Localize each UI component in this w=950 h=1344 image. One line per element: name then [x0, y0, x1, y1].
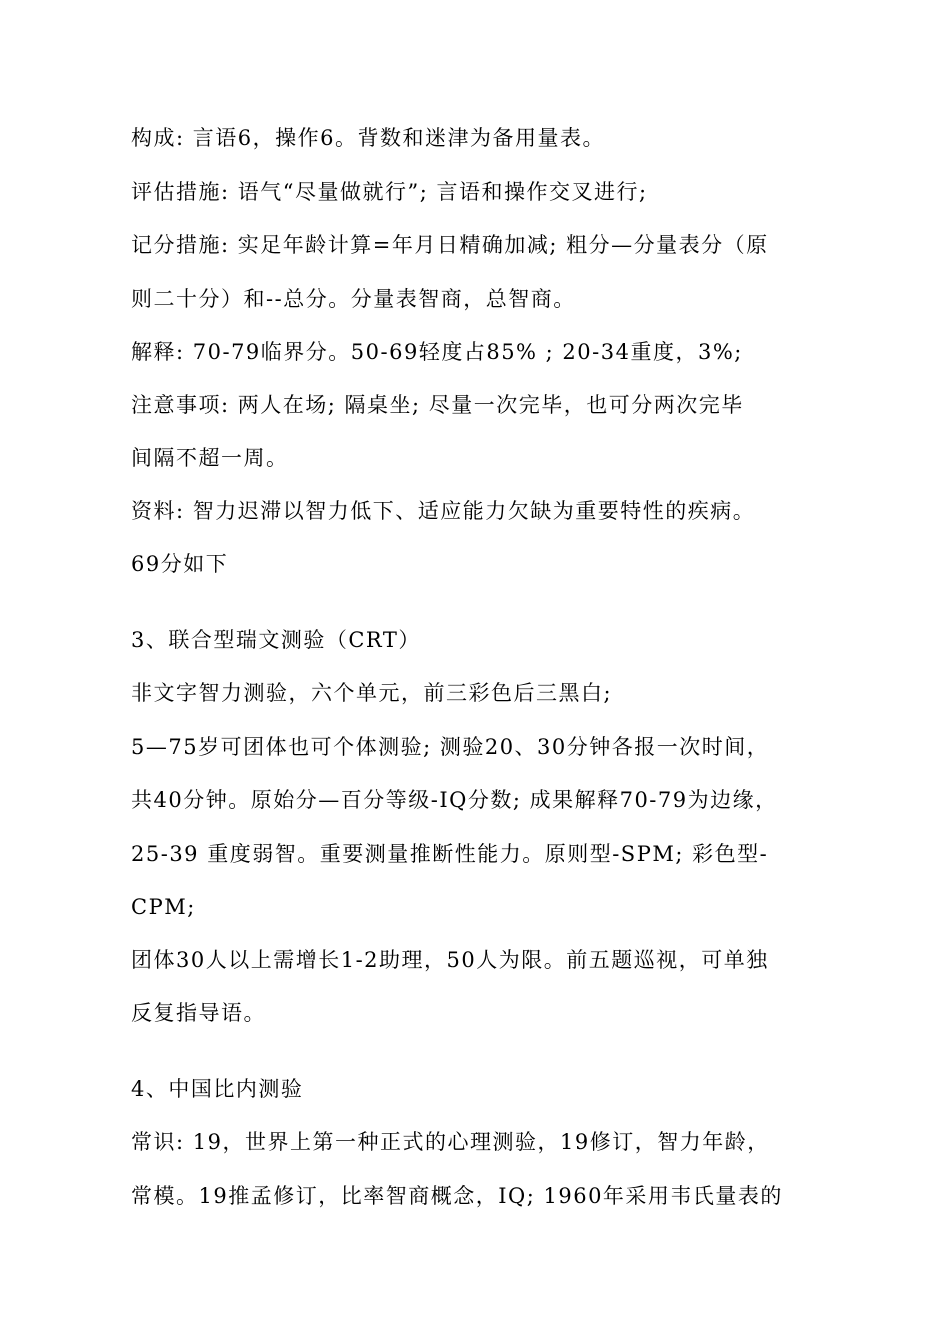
crt-cpm-line: CPM;: [131, 895, 196, 919]
crt-group-cont-line: 反复指导语。: [131, 1001, 266, 1025]
crt-description-line: 非文字智力测验，六个单元，前三彩色后三黑白;: [131, 681, 613, 705]
precautions-line: 注意事项: 两人在场; 隔桌坐; 尽量一次完毕，也可分两次完毕: [131, 393, 744, 417]
crt-age-range-line: 5—75岁可团体也可个体测验; 测验20、30分钟各报一次时间，: [131, 735, 770, 759]
scoring-measures-line: 记分措施: 实足年龄计算=年月日精确加减; 粗分—分量表分（原: [131, 233, 769, 257]
composition-line: 构成: 言语6，操作6。背数和迷津为备用量表。: [131, 126, 605, 150]
crt-interpretation-line: 25-39 重度弱智。重要测量推断性能力。原则型-SPM; 彩色型-: [131, 842, 769, 866]
section-heading-crt: 3、联合型瑞文测验（CRT）: [131, 628, 421, 652]
section-heading-binet: 4、中国比内测验: [131, 1077, 304, 1101]
precautions-cont-line: 间隔不超一周。: [131, 446, 289, 470]
binet-knowledge-line: 常识: 19，世界上第一种正式的心理测验，19修订，智力年龄，: [131, 1130, 770, 1154]
scoring-measures-cont-line: 则二十分）和--总分。分量表智商，总智商。: [131, 287, 576, 311]
binet-knowledge-cont-line: 常模。19推孟修订，比率智商概念，IQ; 1960年采用韦氏量表的: [131, 1184, 783, 1208]
material-line: 资料: 智力迟滞以智力低下、适应能力欠缺为重要特性的疾病。: [131, 499, 756, 523]
interpretation-line: 解释: 70-79临界分。50-69轻度占85% ; 20-34重度，3%;: [131, 340, 743, 364]
crt-group-line: 团体30人以上需增长1-2助理，50人为限。前五题巡视，可单独: [131, 948, 769, 972]
material-cont-line: 69分如下: [131, 552, 229, 576]
assessment-measures-line: 评估措施: 语气“尽量做就行”; 言语和操作交叉进行;: [131, 180, 648, 204]
crt-scoring-line: 共40分钟。原始分—百分等级-IQ分数; 成果解释70-79为边缘，: [131, 788, 778, 812]
